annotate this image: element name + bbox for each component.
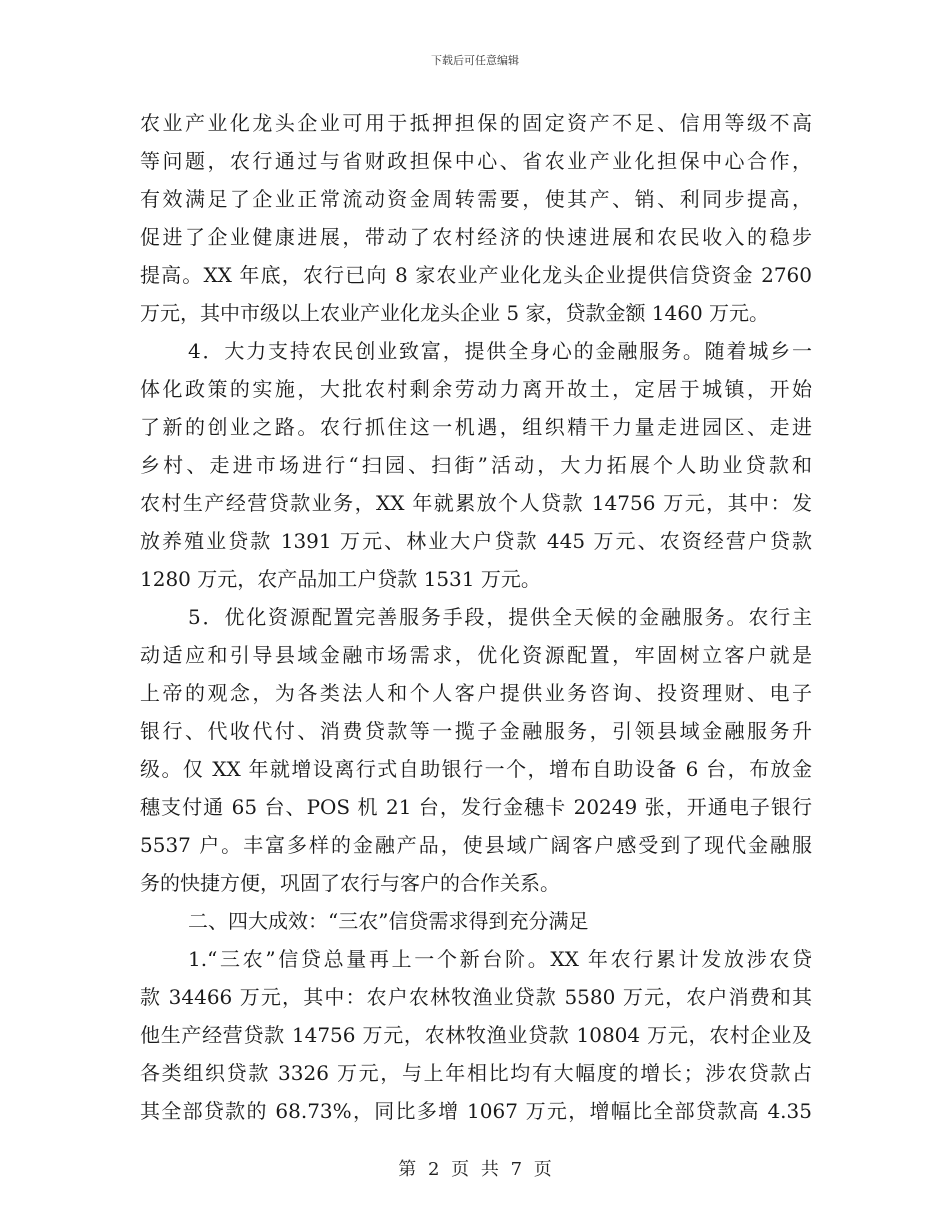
- text-line: 万元，其中市级以上农业产业化龙头企业 5 家，贷款金额 1460 万元。: [140, 301, 770, 325]
- text-line: 乡村、走进市场进行“扫园、扫街”活动，大力拓展个人助业贷款和: [140, 453, 812, 477]
- paragraph-4-start: 4．大力支持农民创业致富，提供全身心的金融服务。随着城乡一: [188, 339, 812, 363]
- text-line: 其全部贷款的 68.73%，同比多增 1067 万元，增幅比全部贷款高 4.35: [140, 1099, 812, 1123]
- page-header-note: 下载后可任意编辑: [431, 54, 519, 67]
- text-line: 等问题，农行通过与省财政担保中心、省农业产业化担保中心合作，: [140, 149, 812, 173]
- text-line: 体化政策的实施，大批农村剩余劳动力离开故土，定居于城镇，开始: [140, 377, 812, 401]
- text-line: 5537 户。丰富多样的金融产品，使县域广阔客户感受到了现代金融服: [140, 833, 812, 857]
- text-line: 动适应和引导县域金融市场需求，优化资源配置，牢固树立客户就是: [140, 643, 812, 667]
- text-line: 1280 万元，农产品加工户贷款 1531 万元。: [140, 567, 541, 591]
- section-heading: 二、四大成效：“三农”信贷需求得到充分满足: [188, 909, 589, 933]
- text-line: 务的快捷方便，巩固了农行与客户的合作关系。: [140, 871, 560, 895]
- text-line: 了新的创业之路。农行抓住这一机遇，组织精干力量走进园区、走进: [140, 415, 812, 439]
- text-line: 有效满足了企业正常流动资金周转需要，使其产、销、利同步提高，: [140, 187, 812, 211]
- text-line: 上帝的观念，为各类法人和个人客户提供业务咨询、投资理财、电子: [140, 681, 812, 705]
- text-line: 农村生产经营贷款业务，XX 年就累放个人贷款 14756 万元，其中：发: [140, 491, 812, 515]
- text-line: 农业产业化龙头企业可用于抵押担保的固定资产不足、信用等级不高: [140, 111, 812, 135]
- paragraph-1-start: 1.“三农”信贷总量再上一个新台阶。XX 年农行累计发放涉农贷: [188, 947, 812, 971]
- page-number: 第 2 页 共 7 页: [398, 1159, 552, 1180]
- document-body: [140, 104, 812, 1130]
- text-line: 他生产经营贷款 14756 万元，农林牧渔业贷款 10804 万元，农村企业及: [140, 1023, 812, 1047]
- text-line: 各类组织贷款 3326 万元，与上年相比均有大幅度的增长；涉农贷款占: [140, 1061, 812, 1085]
- text-line: 级。仅 XX 年就增设离行式自助银行一个，增布自助设备 6 台，布放金: [140, 757, 812, 781]
- text-line: 银行、代收代付、消费贷款等一揽子金融服务，引领县域金融服务升: [140, 719, 812, 743]
- text-line: 提高。XX 年底，农行已向 8 家农业产业化龙头企业提供信贷资金 2760: [140, 263, 812, 287]
- text-line: 放养殖业贷款 1391 万元、林业大户贷款 445 万元、农资经营户贷款: [140, 529, 812, 553]
- text-line: 促进了企业健康进展，带动了农村经济的快速进展和农民收入的稳步: [140, 225, 812, 249]
- text-line: 款 34466 万元，其中：农户农林牧渔业贷款 5580 万元，农户消费和其: [140, 985, 812, 1009]
- text-line: 穗支付通 65 台、POS 机 21 台，发行金穗卡 20249 张，开通电子银行: [140, 795, 812, 819]
- paragraph-5-start: 5．优化资源配置完善服务手段，提供全天候的金融服务。农行主: [188, 605, 812, 629]
